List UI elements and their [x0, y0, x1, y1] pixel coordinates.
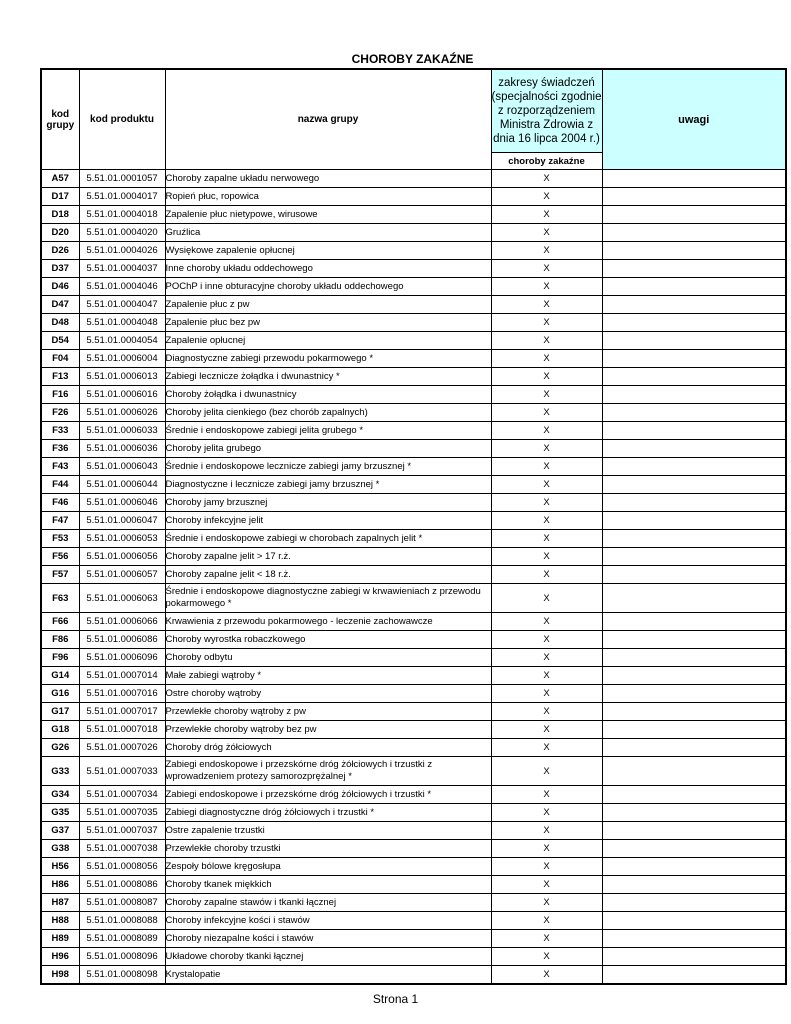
table-row	[41, 188, 786, 206]
kod-grupy-cell: F56	[41, 548, 79, 566]
uwagi-cell	[602, 840, 786, 858]
nazwa-grupy-cell: Zabiegi endoskopowe i przezskórne dróg żółciowych i trzustki z wprowadzeniem protezy samorozprężalnej *	[165, 757, 491, 786]
nazwa-grupy-cell: Choroby tkanek miękkich	[165, 876, 491, 894]
kod-grupy-cell: G34	[41, 786, 79, 804]
kod-grupy-cell: G16	[41, 685, 79, 703]
kod-produktu-cell: 5.51.01.0006047	[79, 512, 165, 530]
kod-grupy-cell: G14	[41, 667, 79, 685]
uwagi-cell	[602, 530, 786, 548]
nazwa-grupy-cell: Choroby niezapalne kości i stawów	[165, 930, 491, 948]
kod-grupy-cell: F26	[41, 404, 79, 422]
uwagi-cell	[602, 440, 786, 458]
table-row	[41, 804, 786, 822]
kod-produktu-cell: 5.51.01.0004026	[79, 242, 165, 260]
kod-produktu-cell: 5.51.01.0008056	[79, 858, 165, 876]
table-row	[41, 930, 786, 948]
nazwa-grupy-cell: Zapalenie płuc bez pw	[165, 314, 491, 332]
uwagi-cell	[602, 721, 786, 739]
kod-grupy-cell: D47	[41, 296, 79, 314]
kod-grupy-cell: F43	[41, 458, 79, 476]
choroby-zakazne-mark: X	[491, 188, 602, 206]
nazwa-grupy-cell: Choroby jelita cienkiego (bez chorób zapalnych)	[165, 404, 491, 422]
kod-grupy-cell: D48	[41, 314, 79, 332]
choroby-zakazne-mark: X	[491, 278, 602, 296]
kod-grupy-cell: A57	[41, 170, 79, 188]
kod-produktu-cell: 5.51.01.0004046	[79, 278, 165, 296]
kod-produktu-cell: 5.51.01.0008086	[79, 876, 165, 894]
kod-produktu-cell: 5.51.01.0006056	[79, 548, 165, 566]
choroby-zakazne-mark: X	[491, 170, 602, 188]
uwagi-cell	[602, 584, 786, 613]
table-row	[41, 512, 786, 530]
kod-grupy-cell: F63	[41, 584, 79, 613]
nazwa-grupy-cell: Choroby odbytu	[165, 649, 491, 667]
choroby-zakazne-mark: X	[491, 422, 602, 440]
products-table	[40, 68, 787, 985]
nazwa-grupy-cell: Zespoły bólowe kręgosłupa	[165, 858, 491, 876]
uwagi-cell	[602, 566, 786, 584]
kod-grupy-cell: F66	[41, 613, 79, 631]
choroby-zakazne-mark: X	[491, 840, 602, 858]
kod-grupy-cell: G26	[41, 739, 79, 757]
kod-grupy-cell: F57	[41, 566, 79, 584]
kod-produktu-cell: 5.51.01.0007014	[79, 667, 165, 685]
nazwa-grupy-cell: Ropień płuc, ropowica	[165, 188, 491, 206]
choroby-zakazne-mark: X	[491, 858, 602, 876]
nazwa-grupy-cell: Choroby żołądka i dwunastnicy	[165, 386, 491, 404]
table-row	[41, 332, 786, 350]
uwagi-cell	[602, 296, 786, 314]
header-uwagi: uwagi	[602, 69, 786, 170]
uwagi-cell	[602, 757, 786, 786]
nazwa-grupy-cell: Zabiegi diagnostyczne dróg żółciowych i trzustki *	[165, 804, 491, 822]
header-zakresy-swiadczen: zakresy świadczeń (specjalności zgodnie z rozporządzeniem Ministra Zdrowia z dnia 16 lipca 2004 r.)	[491, 69, 602, 153]
choroby-zakazne-mark: X	[491, 876, 602, 894]
uwagi-cell	[602, 188, 786, 206]
choroby-zakazne-mark: X	[491, 631, 602, 649]
table-row	[41, 876, 786, 894]
kod-produktu-cell: 5.51.01.0006044	[79, 476, 165, 494]
uwagi-cell	[602, 894, 786, 912]
kod-grupy-cell: G33	[41, 757, 79, 786]
uwagi-cell	[602, 948, 786, 966]
page-number: Strona 1	[372, 992, 419, 1006]
kod-produktu-cell: 5.51.01.0007034	[79, 786, 165, 804]
choroby-zakazne-mark: X	[491, 530, 602, 548]
table-row	[41, 613, 786, 631]
nazwa-grupy-cell: Choroby infekcyjne jelit	[165, 512, 491, 530]
nazwa-grupy-cell: Choroby zapalne jelit > 17 r.ż.	[165, 548, 491, 566]
choroby-zakazne-mark: X	[491, 703, 602, 721]
table-row	[41, 894, 786, 912]
nazwa-grupy-cell: Średnie i endoskopowe diagnostyczne zabiegi w krwawieniach z przewodu pokarmowego *	[165, 584, 491, 613]
choroby-zakazne-mark: X	[491, 786, 602, 804]
nazwa-grupy-cell: Zabiegi lecznicze żołądka i dwunastnicy *	[165, 368, 491, 386]
table-row	[41, 476, 786, 494]
nazwa-grupy-cell: Zapalenie płuc nietypowe, wirusowe	[165, 206, 491, 224]
choroby-zakazne-mark: X	[491, 757, 602, 786]
uwagi-cell	[602, 631, 786, 649]
kod-produktu-cell: 5.51.01.0008087	[79, 894, 165, 912]
table-row	[41, 631, 786, 649]
kod-grupy-cell: G37	[41, 822, 79, 840]
choroby-zakazne-mark: X	[491, 206, 602, 224]
uwagi-cell	[602, 332, 786, 350]
choroby-zakazne-mark: X	[491, 966, 602, 985]
table-row	[41, 948, 786, 966]
nazwa-grupy-cell: Choroby zapalne układu nerwowego	[165, 170, 491, 188]
nazwa-grupy-cell: POChP i inne obturacyjne choroby układu oddechowego	[165, 278, 491, 296]
kod-grupy-cell: G38	[41, 840, 79, 858]
choroby-zakazne-mark: X	[491, 721, 602, 739]
uwagi-cell	[602, 703, 786, 721]
uwagi-cell	[602, 876, 786, 894]
nazwa-grupy-cell: Ostre zapalenie trzustki	[165, 822, 491, 840]
uwagi-cell	[602, 494, 786, 512]
choroby-zakazne-mark: X	[491, 332, 602, 350]
uwagi-cell	[602, 548, 786, 566]
uwagi-cell	[602, 858, 786, 876]
header-kod-grupy: kod grupy	[41, 69, 79, 170]
kod-grupy-cell: F47	[41, 512, 79, 530]
kod-grupy-cell: F04	[41, 350, 79, 368]
choroby-zakazne-mark: X	[491, 458, 602, 476]
nazwa-grupy-cell: Choroby jelita grubego	[165, 440, 491, 458]
choroby-zakazne-mark: X	[491, 948, 602, 966]
choroby-zakazne-mark: X	[491, 613, 602, 631]
kod-grupy-cell: H87	[41, 894, 79, 912]
header-nazwa-grupy: nazwa grupy	[165, 69, 491, 170]
table-row	[41, 458, 786, 476]
nazwa-grupy-cell: Krwawienia z przewodu pokarmowego - leczenie zachowawcze	[165, 613, 491, 631]
choroby-zakazne-mark: X	[491, 930, 602, 948]
table-row	[41, 703, 786, 721]
uwagi-cell	[602, 386, 786, 404]
table-row	[41, 242, 786, 260]
uwagi-cell	[602, 170, 786, 188]
nazwa-grupy-cell: Inne choroby układu oddechowego	[165, 260, 491, 278]
nazwa-grupy-cell: Choroby zapalne stawów i tkanki łącznej	[165, 894, 491, 912]
kod-produktu-cell: 5.51.01.0006086	[79, 631, 165, 649]
kod-produktu-cell: 5.51.01.0006004	[79, 350, 165, 368]
kod-produktu-cell: 5.51.01.0004018	[79, 206, 165, 224]
kod-produktu-cell: 5.51.01.0007033	[79, 757, 165, 786]
choroby-zakazne-mark: X	[491, 440, 602, 458]
table-row	[41, 206, 786, 224]
nazwa-grupy-cell: Zapalenie opłucnej	[165, 332, 491, 350]
uwagi-cell	[602, 649, 786, 667]
table-row	[41, 649, 786, 667]
kod-produktu-cell: 5.51.01.0006096	[79, 649, 165, 667]
table-row	[41, 368, 786, 386]
kod-grupy-cell: H56	[41, 858, 79, 876]
uwagi-cell	[602, 512, 786, 530]
kod-produktu-cell: 5.51.01.0006043	[79, 458, 165, 476]
kod-grupy-cell: H88	[41, 912, 79, 930]
table-row	[41, 685, 786, 703]
nazwa-grupy-cell: Diagnostyczne i lecznicze zabiegi jamy brzusznej *	[165, 476, 491, 494]
kod-grupy-cell: F36	[41, 440, 79, 458]
uwagi-cell	[602, 242, 786, 260]
kod-grupy-cell: G17	[41, 703, 79, 721]
nazwa-grupy-cell: Przewlekłe choroby wątroby bez pw	[165, 721, 491, 739]
kod-produktu-cell: 5.51.01.0007016	[79, 685, 165, 703]
kod-produktu-cell: 5.51.01.0007018	[79, 721, 165, 739]
uwagi-cell	[602, 260, 786, 278]
choroby-zakazne-mark: X	[491, 894, 602, 912]
kod-produktu-cell: 5.51.01.0008098	[79, 966, 165, 985]
nazwa-grupy-cell: Krystalopatie	[165, 966, 491, 985]
kod-grupy-cell: H86	[41, 876, 79, 894]
table-row	[41, 858, 786, 876]
table-row	[41, 440, 786, 458]
kod-produktu-cell: 5.51.01.0006053	[79, 530, 165, 548]
table-row	[41, 296, 786, 314]
table-row	[41, 840, 786, 858]
choroby-zakazne-mark: X	[491, 260, 602, 278]
uwagi-cell	[602, 476, 786, 494]
kod-grupy-cell: G18	[41, 721, 79, 739]
choroby-zakazne-mark: X	[491, 386, 602, 404]
table-row	[41, 386, 786, 404]
kod-produktu-cell: 5.51.01.0006063	[79, 584, 165, 613]
uwagi-cell	[602, 314, 786, 332]
choroby-zakazne-mark: X	[491, 566, 602, 584]
uwagi-cell	[602, 912, 786, 930]
nazwa-grupy-cell: Średnie i endoskopowe lecznicze zabiegi jamy brzusznej *	[165, 458, 491, 476]
kod-grupy-cell: F46	[41, 494, 79, 512]
kod-produktu-cell: 5.51.01.0004020	[79, 224, 165, 242]
choroby-zakazne-mark: X	[491, 584, 602, 613]
nazwa-grupy-cell: Ostre choroby wątroby	[165, 685, 491, 703]
choroby-zakazne-mark: X	[491, 476, 602, 494]
table-row	[41, 278, 786, 296]
choroby-zakazne-mark: X	[491, 685, 602, 703]
choroby-zakazne-mark: X	[491, 804, 602, 822]
nazwa-grupy-cell: Choroby zapalne jelit < 18 r.ż.	[165, 566, 491, 584]
choroby-zakazne-mark: X	[491, 224, 602, 242]
kod-grupy-cell: F86	[41, 631, 79, 649]
uwagi-cell	[602, 667, 786, 685]
uwagi-cell	[602, 368, 786, 386]
uwagi-cell	[602, 613, 786, 631]
uwagi-cell	[602, 739, 786, 757]
kod-produktu-cell: 5.51.01.0006046	[79, 494, 165, 512]
table-row	[41, 584, 786, 613]
table-row	[41, 667, 786, 685]
nazwa-grupy-cell: Choroby infekcyjne kości i stawów	[165, 912, 491, 930]
table-row	[41, 224, 786, 242]
kod-grupy-cell: D37	[41, 260, 79, 278]
kod-grupy-cell: F44	[41, 476, 79, 494]
choroby-zakazne-mark: X	[491, 548, 602, 566]
table-row	[41, 422, 786, 440]
kod-grupy-cell: G35	[41, 804, 79, 822]
uwagi-cell	[602, 685, 786, 703]
kod-grupy-cell: F13	[41, 368, 79, 386]
uwagi-cell	[602, 930, 786, 948]
kod-produktu-cell: 5.51.01.0006033	[79, 422, 165, 440]
kod-produktu-cell: 5.51.01.0006016	[79, 386, 165, 404]
uwagi-cell	[602, 786, 786, 804]
uwagi-cell	[602, 206, 786, 224]
kod-grupy-cell: D54	[41, 332, 79, 350]
uwagi-cell	[602, 404, 786, 422]
uwagi-cell	[602, 458, 786, 476]
kod-produktu-cell: 5.51.01.0008096	[79, 948, 165, 966]
uwagi-cell	[602, 278, 786, 296]
uwagi-cell	[602, 224, 786, 242]
uwagi-cell	[602, 822, 786, 840]
nazwa-grupy-cell: Układowe choroby tkanki łącznej	[165, 948, 491, 966]
nazwa-grupy-cell: Diagnostyczne zabiegi przewodu pokarmowego *	[165, 350, 491, 368]
nazwa-grupy-cell: Wysiękowe zapalenie opłucnej	[165, 242, 491, 260]
kod-produktu-cell: 5.51.01.0007026	[79, 739, 165, 757]
kod-grupy-cell: H89	[41, 930, 79, 948]
kod-grupy-cell: H98	[41, 966, 79, 985]
nazwa-grupy-cell: Zabiegi endoskopowe i przezskórne dróg żółciowych i trzustki *	[165, 786, 491, 804]
table-row	[41, 739, 786, 757]
choroby-zakazne-mark: X	[491, 350, 602, 368]
kod-produktu-cell: 5.51.01.0007017	[79, 703, 165, 721]
table-row	[41, 757, 786, 786]
choroby-zakazne-mark: X	[491, 512, 602, 530]
choroby-zakazne-mark: X	[491, 368, 602, 386]
uwagi-cell	[602, 804, 786, 822]
kod-grupy-cell: D26	[41, 242, 79, 260]
nazwa-grupy-cell: Przewlekłe choroby wątroby z pw	[165, 703, 491, 721]
nazwa-grupy-cell: Małe zabiegi wątroby *	[165, 667, 491, 685]
uwagi-cell	[602, 422, 786, 440]
kod-grupy-cell: F16	[41, 386, 79, 404]
kod-produktu-cell: 5.51.01.0007035	[79, 804, 165, 822]
table-row	[41, 494, 786, 512]
page-title: CHOROBY ZAKAŹNE	[351, 52, 474, 66]
kod-produktu-cell: 5.51.01.0007037	[79, 822, 165, 840]
header-kod-produktu: kod produktu	[79, 69, 165, 170]
choroby-zakazne-mark: X	[491, 314, 602, 332]
nazwa-grupy-cell: Choroby wyrostka robaczkowego	[165, 631, 491, 649]
nazwa-grupy-cell: Średnie i endoskopowe zabiegi w chorobach zapalnych jelit *	[165, 530, 491, 548]
choroby-zakazne-mark: X	[491, 667, 602, 685]
table-row	[41, 721, 786, 739]
kod-produktu-cell: 5.51.01.0004054	[79, 332, 165, 350]
kod-grupy-cell: D20	[41, 224, 79, 242]
table-row	[41, 786, 786, 804]
choroby-zakazne-mark: X	[491, 296, 602, 314]
nazwa-grupy-cell: Zapalenie płuc z pw	[165, 296, 491, 314]
kod-produktu-cell: 5.51.01.0006013	[79, 368, 165, 386]
table-row	[41, 314, 786, 332]
table-row	[41, 966, 786, 985]
kod-produktu-cell: 5.51.01.0006026	[79, 404, 165, 422]
kod-produktu-cell: 5.51.01.0004037	[79, 260, 165, 278]
table-row	[41, 170, 786, 188]
choroby-zakazne-mark: X	[491, 739, 602, 757]
nazwa-grupy-cell: Choroby jamy brzusznej	[165, 494, 491, 512]
kod-produktu-cell: 5.51.01.0006066	[79, 613, 165, 631]
choroby-zakazne-mark: X	[491, 404, 602, 422]
uwagi-cell	[602, 966, 786, 985]
table-row	[41, 548, 786, 566]
kod-grupy-cell: F33	[41, 422, 79, 440]
nazwa-grupy-cell: Przewlekłe choroby trzustki	[165, 840, 491, 858]
kod-grupy-cell: F96	[41, 649, 79, 667]
kod-produktu-cell: 5.51.01.0004017	[79, 188, 165, 206]
table-row	[41, 912, 786, 930]
nazwa-grupy-cell: Choroby dróg żółciowych	[165, 739, 491, 757]
kod-grupy-cell: D17	[41, 188, 79, 206]
choroby-zakazne-mark: X	[491, 822, 602, 840]
kod-produktu-cell: 5.51.01.0004047	[79, 296, 165, 314]
table-row	[41, 260, 786, 278]
kod-produktu-cell: 5.51.01.0006057	[79, 566, 165, 584]
choroby-zakazne-mark: X	[491, 912, 602, 930]
kod-produktu-cell: 5.51.01.0008089	[79, 930, 165, 948]
kod-produktu-cell: 5.51.01.0006036	[79, 440, 165, 458]
table-row	[41, 530, 786, 548]
choroby-zakazne-mark: X	[491, 494, 602, 512]
kod-grupy-cell: D46	[41, 278, 79, 296]
kod-grupy-cell: H96	[41, 948, 79, 966]
header-choroby-zakazne: choroby zakaźne	[491, 153, 602, 170]
table-row	[41, 566, 786, 584]
table-body	[41, 170, 786, 985]
nazwa-grupy-cell: Średnie i endoskopowe zabiegi jelita grubego *	[165, 422, 491, 440]
kod-produktu-cell: 5.51.01.0001057	[79, 170, 165, 188]
uwagi-cell	[602, 350, 786, 368]
kod-produktu-cell: 5.51.01.0007038	[79, 840, 165, 858]
kod-produktu-cell: 5.51.01.0004048	[79, 314, 165, 332]
kod-produktu-cell: 5.51.01.0008088	[79, 912, 165, 930]
table-row	[41, 350, 786, 368]
table-row	[41, 404, 786, 422]
kod-grupy-cell: F53	[41, 530, 79, 548]
nazwa-grupy-cell: Gruźlica	[165, 224, 491, 242]
table-row	[41, 822, 786, 840]
choroby-zakazne-mark: X	[491, 242, 602, 260]
kod-grupy-cell: D18	[41, 206, 79, 224]
choroby-zakazne-mark: X	[491, 649, 602, 667]
